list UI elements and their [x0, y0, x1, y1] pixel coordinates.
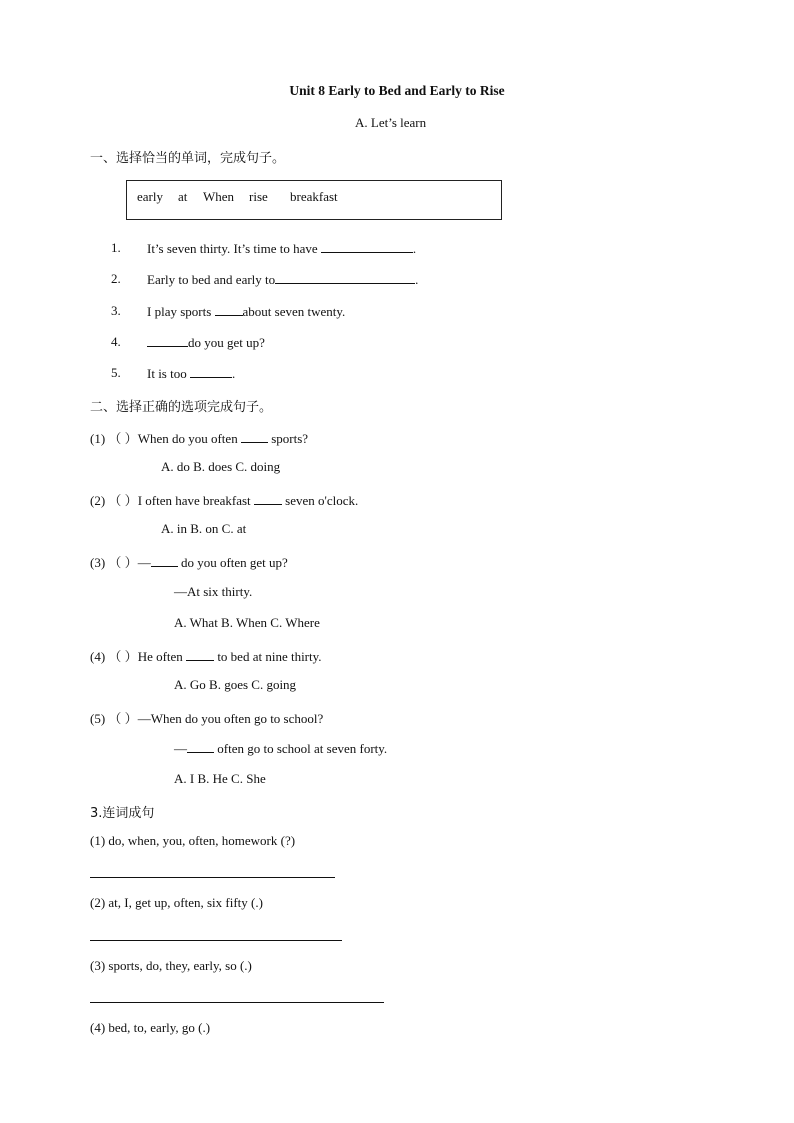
- answer-line[interactable]: [90, 877, 335, 878]
- answer-options: A. Go B. goes C. going: [174, 677, 297, 692]
- page-title: Unit 8 Early to Bed and Early to Rise: [289, 83, 505, 98]
- choice-question: [90, 428, 308, 447]
- word-box-item: When: [203, 189, 235, 204]
- answer-paren[interactable]: （ ）: [108, 431, 138, 446]
- section-3-heading: 3.连词成句: [90, 806, 155, 821]
- question-number: (5): [90, 711, 106, 726]
- page-subtitle: A. Let’s learn: [355, 115, 427, 130]
- question-text: —: [137, 555, 151, 570]
- word-order-item: (1) do, when, you, often, homework (?): [90, 833, 296, 848]
- fill-sentence: [147, 240, 416, 257]
- section-2-heading: 二、选择正确的选项完成句子。: [90, 400, 273, 415]
- sentence-text: do you get up?: [188, 335, 265, 350]
- question-text: to bed at nine thirty.: [214, 649, 322, 664]
- question-number: (4): [90, 649, 106, 664]
- fill-sentence: [147, 271, 418, 288]
- word-box-item: breakfast: [290, 189, 338, 204]
- choice-question: [90, 552, 288, 571]
- answer-paren[interactable]: （ ）: [108, 493, 138, 508]
- dialogue-answer: [174, 740, 387, 757]
- question-text: seven o'clock.: [281, 493, 359, 508]
- question-number: (1): [90, 431, 106, 446]
- word-order-item: (3) sports, do, they, early, so (.): [90, 958, 252, 973]
- question-text: He often: [137, 649, 187, 664]
- answer-text: —: [174, 741, 187, 756]
- sentence-text: It’s seven thirty. It’s time to have: [147, 241, 321, 256]
- word-box-item: rise: [249, 189, 268, 204]
- sentence-text: It is too: [147, 366, 190, 381]
- word-order-item: (2) at, I, get up, often, six fifty (.): [90, 895, 263, 910]
- choice-question: [90, 646, 322, 665]
- answer-blank[interactable]: [275, 271, 415, 284]
- item-number: 2.: [111, 271, 121, 286]
- question-number: (3): [90, 555, 106, 570]
- answer-blank[interactable]: [151, 554, 178, 567]
- sentence-text: Early to bed and early to: [147, 272, 276, 287]
- fill-sentence: [147, 334, 265, 351]
- answer-options: A. in B. on C. at: [161, 521, 247, 536]
- sentence-text: I play sports: [147, 304, 215, 319]
- question-number: (2): [90, 493, 106, 508]
- answer-line[interactable]: [90, 1002, 384, 1003]
- section-1-heading: 一、选择恰当的单词，完成句子。: [90, 151, 286, 166]
- dialogue-answer: —At six thirty.: [174, 584, 253, 599]
- choice-question: [90, 490, 358, 509]
- answer-line[interactable]: [90, 940, 342, 941]
- answer-blank[interactable]: [321, 240, 413, 253]
- word-box: [126, 180, 502, 220]
- word-box-item: at: [178, 189, 188, 204]
- answer-blank[interactable]: [187, 740, 214, 753]
- sentence-text: about seven twenty.: [242, 304, 346, 319]
- answer-paren[interactable]: （ ）: [108, 555, 138, 570]
- answer-blank[interactable]: [241, 430, 268, 443]
- answer-blank[interactable]: [190, 365, 232, 378]
- answer-paren[interactable]: （ ）: [108, 711, 138, 726]
- answer-paren[interactable]: （ ）: [108, 649, 138, 664]
- answer-text: often go to school at seven forty.: [214, 741, 388, 756]
- answer-blank[interactable]: [147, 334, 188, 347]
- question-text: —When do you often go to school?: [137, 711, 324, 726]
- sentence-text: .: [412, 241, 417, 256]
- question-text: do you often get up?: [177, 555, 288, 570]
- item-number: 3.: [111, 303, 121, 318]
- answer-options: A. do B. does C. doing: [161, 459, 281, 474]
- answer-options: A. I B. He C. She: [174, 771, 266, 786]
- answer-blank[interactable]: [215, 303, 243, 316]
- answer-blank[interactable]: [186, 648, 214, 661]
- fill-sentence: [147, 303, 345, 320]
- question-text: When do you often: [137, 431, 241, 446]
- item-number: 4.: [111, 334, 121, 349]
- item-number: 1.: [111, 240, 121, 255]
- word-box-item: early: [137, 189, 163, 204]
- fill-sentence: [147, 365, 235, 382]
- item-number: 5.: [111, 365, 121, 380]
- question-text: I often have breakfast: [137, 493, 254, 508]
- sentence-text: .: [231, 366, 236, 381]
- word-order-item: (4) bed, to, early, go (.): [90, 1020, 211, 1035]
- answer-blank[interactable]: [254, 492, 282, 505]
- answer-options: A. What B. When C. Where: [174, 615, 320, 630]
- question-text: sports?: [267, 431, 309, 446]
- sentence-text: .: [415, 272, 419, 287]
- choice-question: [90, 708, 323, 727]
